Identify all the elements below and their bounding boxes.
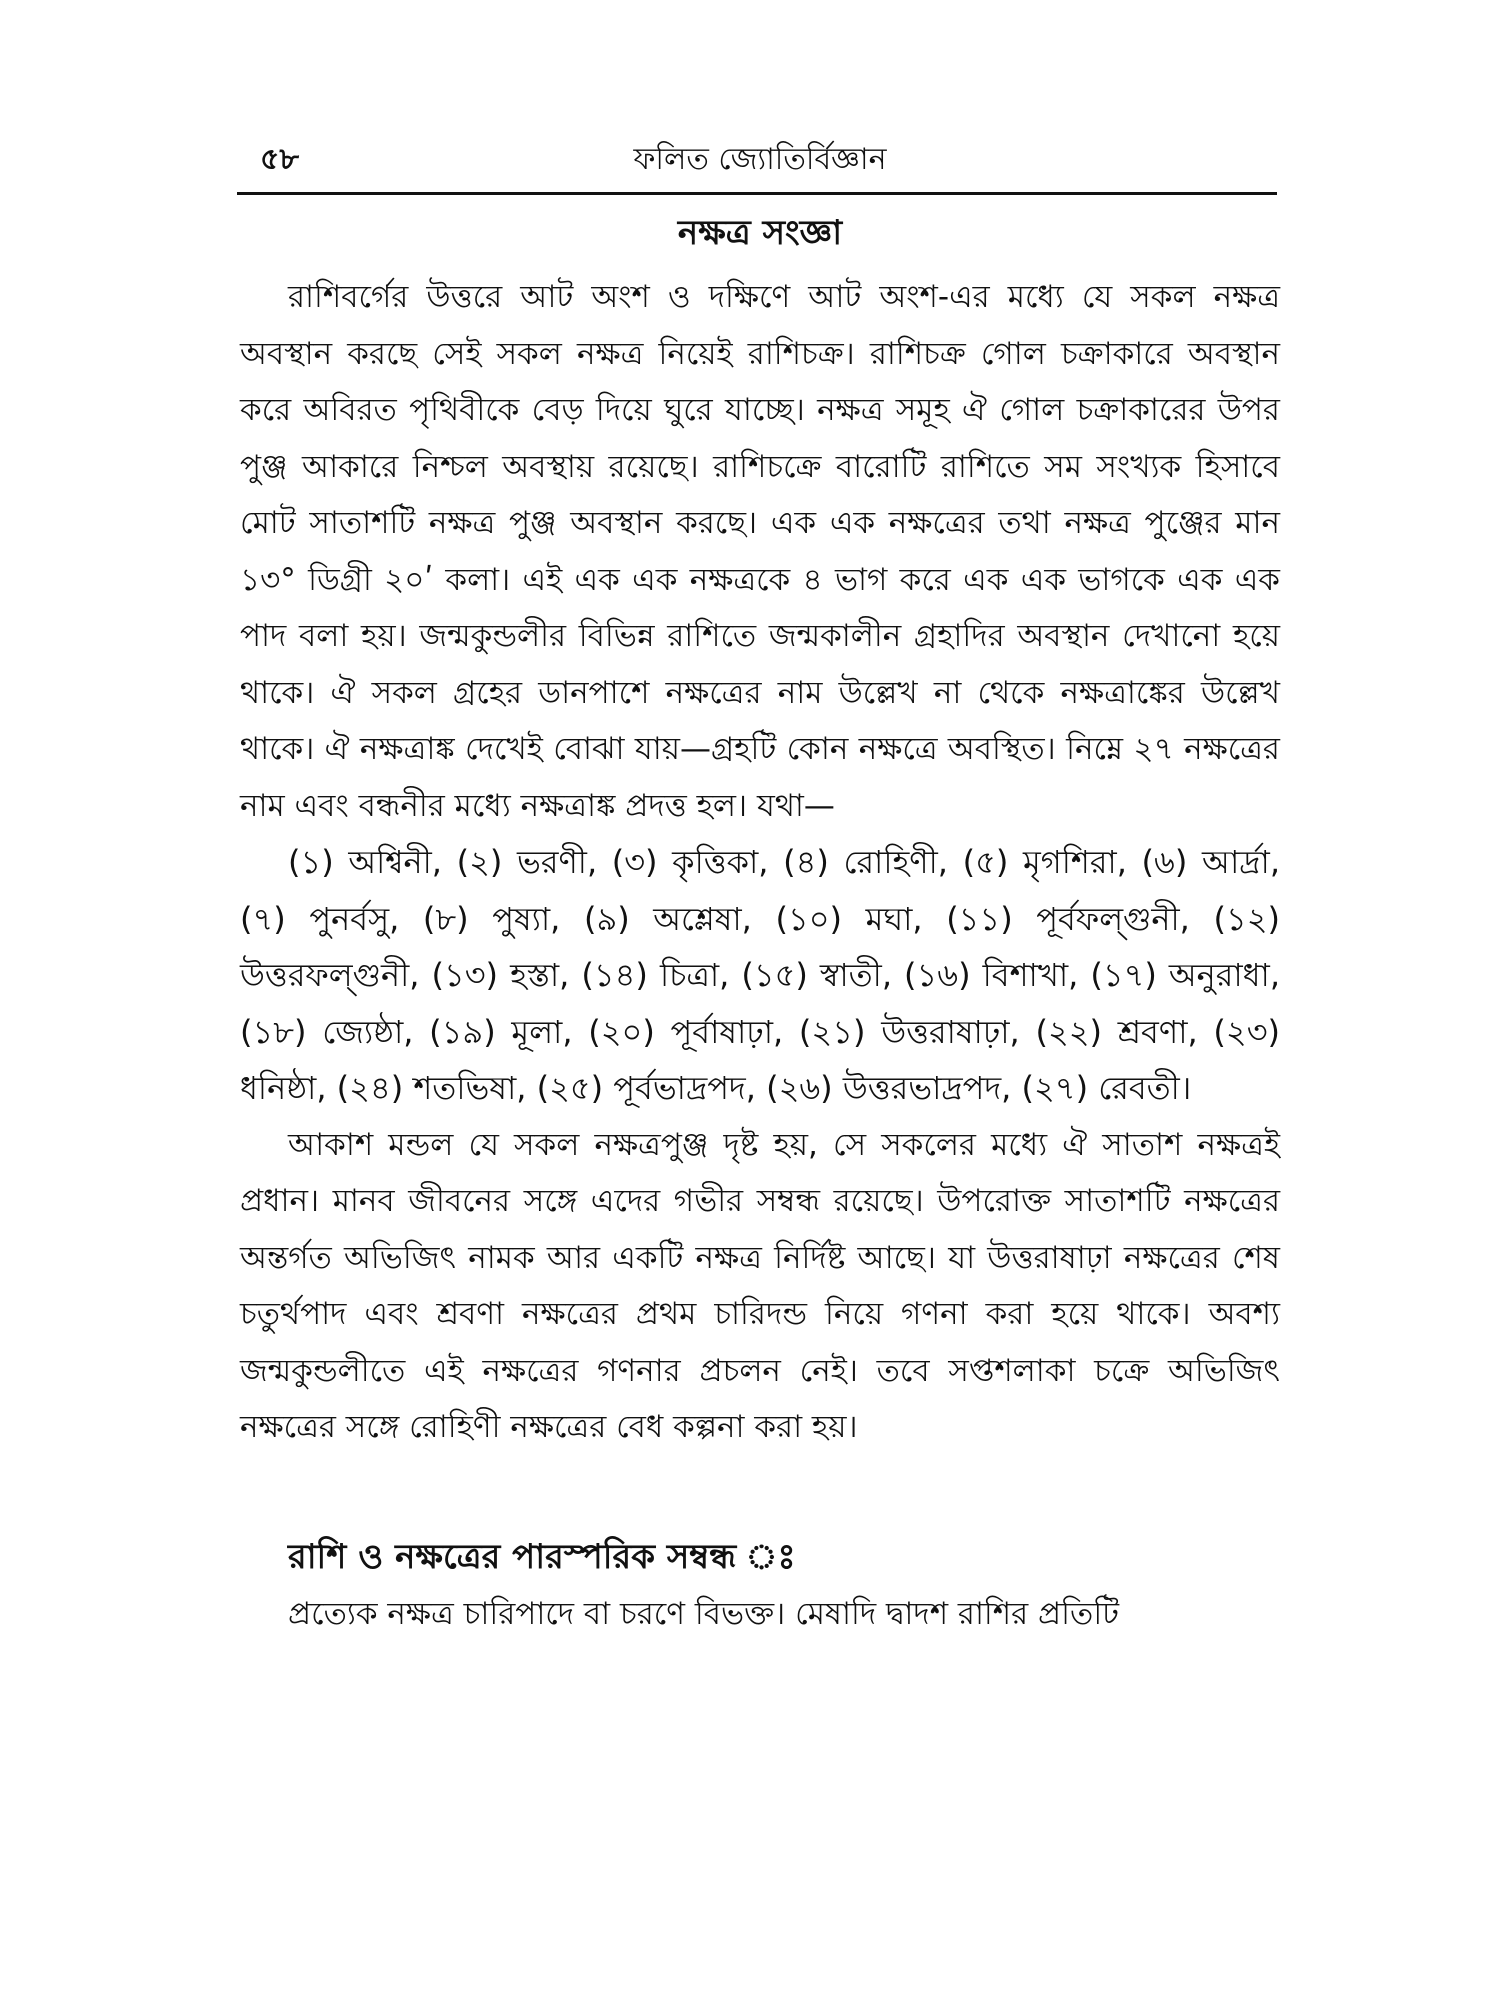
- paragraph-abhijit: আকাশ মন্ডল যে সকল নক্ষত্রপুঞ্জ দৃষ্ট হয়, সে সকলের মধ্যে ঐ সাতাশ নক্ষত্রই প্রধান। মানব জীবনের সঙ্গে এদের গভীর সম্বন্ধ রয়েছে। উপরোক্ত সাতাশটি নক্ষত্রের অন্তর্গত অভিজিৎ নামক আর একটি নক্ষত্র নির্দিষ্ট আছে। যা উত্তরাষাঢ়া নক্ষত্রের শেষ চতুর্থপাদ এবং শ্রবণা নক্ষত্রের প্রথম চারিদন্ড নিয়ে গণনা করা হয়ে থাকে। অবশ্য জন্মকুন্ডলীতে এই নক্ষত্রের গণনার প্রচলন নেই। তবে সপ্তশলাকা চক্রে অভিজিৎ নক্ষত্রের সঙ্গে রোহিণী নক্ষত্রের বেধ কল্পনা করা হয়।: [240, 1126, 1280, 1445]
- page-header: [240, 135, 1280, 185]
- page-number: ৫৮: [260, 142, 299, 177]
- subsection-heading: রাশি ও নক্ষত্রের পারস্পরিক সম্বন্ধ ঃ: [288, 1536, 796, 1577]
- paragraph-intro: রাশিবর্গের উত্তরে আট অংশ ও দক্ষিণে আট অংশ-এর মধ্যে যে সকল নক্ষত্র অবস্থান করছে সেই সকল নক্ষত্র নিয়েই রাশিচক্র। রাশিচক্র গোল চক্রাকারে অবস্থান করে অবিরত পৃথিবীকে বেড় দিয়ে ঘুরে যাচ্ছে। নক্ষত্র সমূহ ঐ গোল চক্রাকারের উপর পুঞ্জ আকারে নিশ্চল অবস্থায় রয়েছে। রাশিচক্রে বারোটি রাশিতে সম সংখ্যক হিসাবে মোট সাতাশটি নক্ষত্র পুঞ্জ অবস্থান করছে। এক এক নক্ষত্রের তথা নক্ষত্র পুঞ্জের মান ১৩° ডিগ্রী ২০ʹ কলা। এই এক এক নক্ষত্রকে ৪ ভাগ করে এক এক ভাগকে এক এক পাদ বলা হয়। জন্মকুন্ডলীর বিভিন্ন রাশিতে জন্মকালীন গ্রহাদির অবস্থান দেখানো হয়ে থাকে। ঐ সকল গ্রহের ডানপাশে নক্ষত্রের নাম উল্লেখ না থেকে নক্ষত্রাঙ্কের উল্লেখ থাকে। ঐ নক্ষত্রাঙ্ক দেখেই বোঝা যায়—গ্রহটি কোন নক্ষত্রে অবস্থিত। নিম্নে ২৭ নক্ষত্রের নাম এবং বন্ধনীর মধ্যে নক্ষত্রাঙ্ক প্রদত্ত হল। যথা—: [240, 279, 1280, 824]
- page-content: [240, 205, 1280, 1642]
- subsection-first-line: প্রত্যেক নক্ষত্র চারিপাদে বা চরণে বিভক্ত। মেষাদি দ্বাদশ রাশির প্রতিটি: [288, 1595, 1120, 1632]
- header-rule: [237, 192, 1277, 195]
- running-title: ফলিত জ্যোতির্বিজ্ঞান: [633, 142, 887, 177]
- nakshatra-list: (১) অশ্বিনী, (২) ভরণী, (৩) কৃত্তিকা, (৪) রোহিণী, (৫) মৃগশিরা, (৬) আর্দ্রা, (৭) পুনর্বসু, (৮) পুষ্যা, (৯) অশ্লেষা, (১০) মঘা, (১১) পূর্বফল্গুনী, (১২) উত্তরফল্গুনী, (১৩) হস্তা, (১৪) চিত্রা, (১৫) স্বাতী, (১৬) বিশাখা, (১৭) অনুরাধা, (১৮) জ্যেষ্ঠা, (১৯) মূলা, (২০) পূর্বাষাঢ়া, (২১) উত্তরাষাঢ়া, (২২) শ্রবণা, (২৩) ধনিষ্ঠা, (২৪) শতভিষা, (২৫) পূর্বভাদ্রপদ, (২৬) উত্তরভাদ্রপদ, (২৭) রেবতী।: [240, 843, 1280, 1107]
- section-title: নক্ষত্র সংজ্ঞা: [677, 213, 843, 253]
